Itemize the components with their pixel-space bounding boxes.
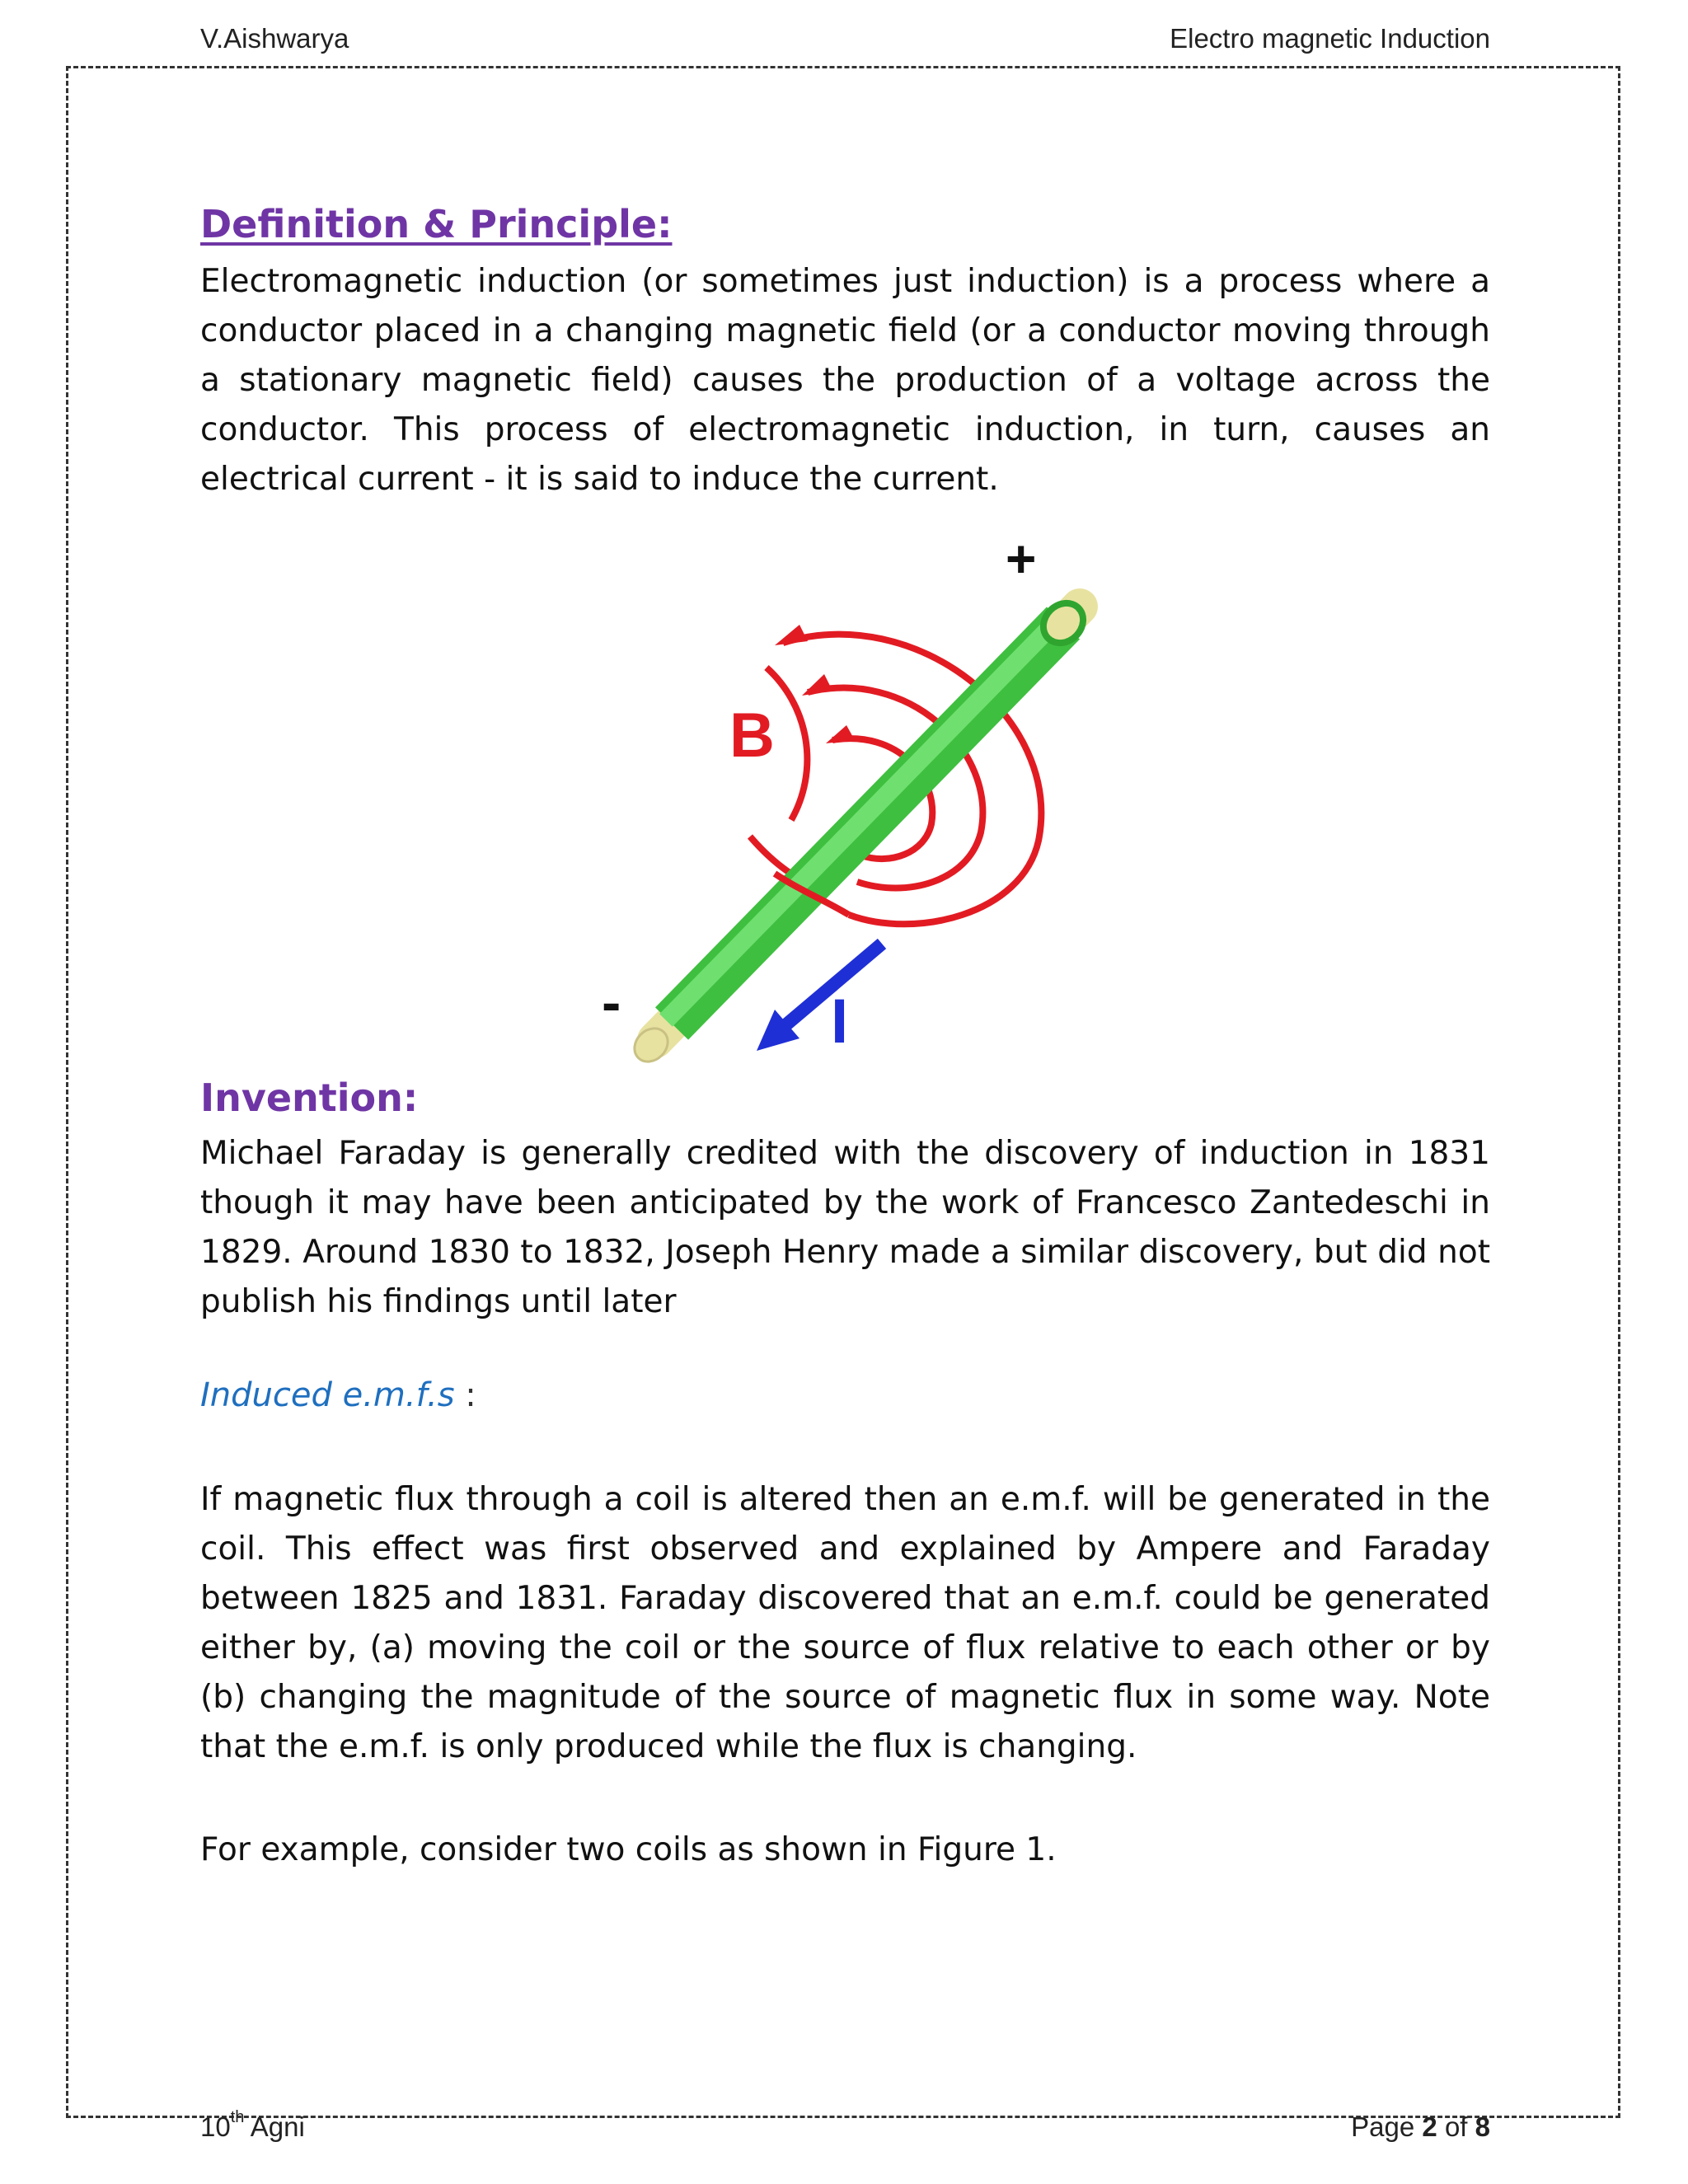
induced-emf-heading — [200, 1376, 1490, 1414]
example-paragraph: For example, consider two coils as shown in Figure 1. — [200, 1831, 1057, 1868]
induced-emf-paragraph: If magnetic flux through a coil is altered then an e.m.f. will be generated in the coil. This effect was first observed and explained by Ampere and Faraday between 1825 and 1831. Faraday discovered that an e.m.f. could be generated either by, (a) moving the coil or the source of flux relative to each other or by (b) changing the magnitude of the source of magnetic flux in some way. Note that the e.m.f. is only produced while the flux is changing. — [200, 1481, 1490, 1765]
conductor-rod — [628, 590, 1096, 1068]
footer-page-current: 2 — [1422, 2111, 1437, 2142]
induced-emf-heading-text: Induced e.m.f.s — [200, 1376, 455, 1414]
induction-figure — [528, 527, 1154, 1088]
invention-paragraph: Michael Faraday is generally credited with the discovery of induction in 1831 though it may have been anticipated by the work of Francesco Zantedeschi in 1829. Around 1830 to 1832, Joseph Henry made a similar discovery, but did not publish his findings until later — [200, 1135, 1490, 1320]
footer-class-suffix: th — [230, 2108, 245, 2126]
footer-page-prefix: Page — [1351, 2111, 1415, 2142]
footer-page-total: 8 — [1475, 2111, 1490, 2142]
plus-label: + — [1006, 529, 1037, 588]
induced-emf-heading-colon: : — [465, 1376, 476, 1414]
footer-class — [200, 2108, 305, 2143]
header-author: V.Aishwarya — [200, 23, 349, 54]
field-arrow-outer — [775, 625, 808, 645]
field-arrow-middle — [802, 674, 832, 696]
conductor-diagram — [528, 527, 1154, 1088]
current-arrow — [757, 944, 882, 1051]
footer-page-number — [1351, 2111, 1490, 2143]
header-subject: Electro magnetic Induction — [1170, 23, 1490, 54]
footer-class-name: Agni — [250, 2111, 305, 2142]
minus-label: - — [602, 970, 621, 1034]
definition-heading: Definition & Principle: — [200, 202, 673, 246]
footer-page-of: of — [1444, 2111, 1468, 2142]
invention-heading: Invention: — [200, 1076, 419, 1120]
definition-paragraph: Electromagnetic induction (or sometimes just induction) is a process where a conductor placed in a changing magnetic field (or a conductor moving through a stationary magnetic field) causes the production of a voltage across the conductor. This process of electromagnetic induction, in turn, causes an electrical current - it is said to induce the current. — [200, 263, 1490, 498]
footer-class-number: 10 — [200, 2111, 231, 2142]
current-label: I — [831, 987, 849, 1057]
field-label: B — [729, 701, 775, 771]
